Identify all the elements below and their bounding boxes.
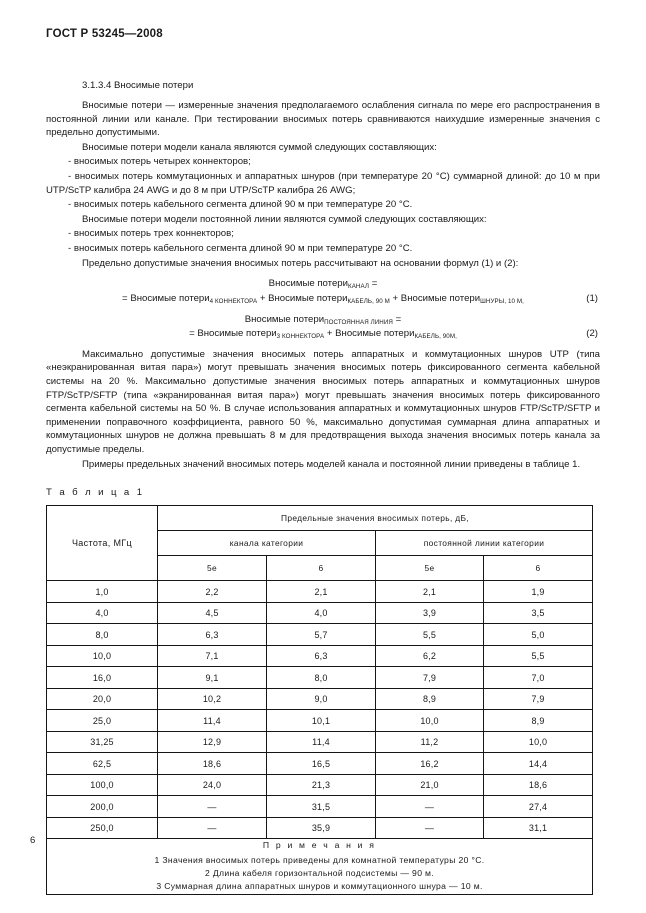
header-channel-cat5e: 5е: [158, 556, 267, 581]
header-channel-cat6: 6: [267, 556, 376, 581]
table-row: [47, 624, 593, 646]
table-body: [47, 581, 593, 894]
header-permanent-cat5e: 5е: [376, 556, 484, 581]
formula-2-l1-subscript: ПОСТОЯННАЯ ЛИНИЯ: [324, 319, 393, 327]
cell-frequency: 62,5: [47, 753, 158, 775]
formula-2-l1-equals: =: [392, 314, 402, 326]
formula-2-term-1: = Вносимые потери: [189, 328, 277, 340]
table-row: [47, 796, 593, 818]
cell-channel-5e: 11,4: [158, 710, 267, 732]
cell-permanent-6: 7,9: [484, 688, 593, 710]
cell-permanent-6: 1,9: [484, 581, 593, 603]
note-item-1: 1 Значения вносимых потерь приведены для комнатной температуры 20 °C.: [154, 854, 485, 865]
cell-frequency: 16,0: [47, 667, 158, 689]
note-item-3: 3 Суммарная длина аппаратных шнуров и коммутационного шнура — 10 м.: [156, 881, 483, 892]
cell-frequency: 25,0: [47, 710, 158, 732]
bullet-four-connectors: - вносимых потерь четырех коннекторов;: [68, 156, 251, 168]
formula-2-line-1: [46, 313, 600, 327]
cell-permanent-5e: —: [376, 796, 484, 818]
cell-permanent-6: 7,0: [484, 667, 593, 689]
cell-frequency: 31,25: [47, 731, 158, 753]
page-number: 6: [30, 835, 36, 846]
cell-permanent-6: 3,5: [484, 602, 593, 624]
cell-channel-5e: 18,6: [158, 753, 267, 775]
cell-channel-6: 16,5: [267, 753, 376, 775]
cell-frequency: 200,0: [47, 796, 158, 818]
formula-2-term-1-subscript: 3 КОННЕКТОРА: [276, 333, 325, 341]
paragraph-table-reference: Примеры предельных значений вносимых потерь моделей канала и постоянной линии приведены в таблице 1.: [82, 458, 581, 470]
cell-channel-6: 21,3: [267, 774, 376, 796]
cell-permanent-6: 5,5: [484, 645, 593, 667]
cell-permanent-6: 10,0: [484, 731, 593, 753]
cell-channel-5e: 6,3: [158, 624, 267, 646]
table-row: [47, 602, 593, 624]
cell-permanent-5e: 7,9: [376, 667, 484, 689]
formula-2-term-2-subscript: КАБЕЛЬ, 90М,: [414, 333, 457, 341]
cell-permanent-6: 8,9: [484, 710, 593, 732]
table-row: [47, 817, 593, 839]
cell-channel-6: 11,4: [267, 731, 376, 753]
cell-permanent-5e: 2,1: [376, 581, 484, 603]
header-permanent-cat6: 6: [484, 556, 593, 581]
formula-2-l1-base: Вносимые потери: [244, 314, 325, 326]
table-header: [47, 506, 593, 581]
header-frequency: Частота, МГц: [47, 506, 158, 581]
formula-1-term-2-subscript: КАБЕЛЬ, 90 М: [347, 297, 390, 305]
cell-channel-6: 2,1: [267, 581, 376, 603]
table-notes-row: [47, 839, 593, 894]
cell-permanent-5e: 16,2: [376, 753, 484, 775]
cell-permanent-5e: 21,0: [376, 774, 484, 796]
cell-channel-5e: 7,1: [158, 645, 267, 667]
formula-1-l1-base: Вносимые потери: [268, 278, 348, 290]
bullet-cable-segment-channel: - вносимых потерь кабельного сегмента длиной 90 м при температуре 20 °C.: [68, 199, 413, 211]
paragraph-channel-sum: Вносимые потери модели канала являются суммой следующих составляющих:: [82, 141, 437, 153]
paragraph-permanent-sum: Вносимые потери модели постоянной линии являются суммой следующих составляющих:: [82, 213, 487, 225]
notes-title: П р и м е ч а н и я: [262, 840, 377, 851]
cell-permanent-5e: 11,2: [376, 731, 484, 753]
cell-frequency: 100,0: [47, 774, 158, 796]
header-group-channel: канала категории: [158, 531, 376, 556]
formula-1-term-1-subscript: 4 КОННЕКТОРА: [209, 297, 258, 305]
formula-1-line-1: [46, 277, 600, 291]
table-row: [47, 581, 593, 603]
cell-channel-5e: 12,9: [158, 731, 267, 753]
cell-frequency: 1,0: [47, 581, 158, 603]
formula-1-l1-equals: =: [369, 278, 378, 290]
formula-1-l1-subscript: КАНАЛ: [348, 283, 370, 291]
bullet-cords: - вносимых потерь коммутационных и аппаратных шнуров (при температуре 20 °C) суммарной длиной: до 10 м при UTP/ScTP калибра 24 AWG и до 8 м при UTP/ScTP калибра 26 AWG;: [46, 170, 600, 196]
table-notes: [47, 839, 593, 894]
clause-heading: 3.1.3.4 Вносимые потери: [82, 80, 194, 91]
bullet-three-connectors: - вносимых потерь трех коннекторов;: [68, 228, 234, 240]
cell-permanent-5e: 5,5: [376, 624, 484, 646]
document-body: [46, 80, 600, 895]
cell-permanent-6: 31,1: [484, 817, 593, 839]
cell-channel-5e: 24,0: [158, 774, 267, 796]
cell-channel-5e: 9,1: [158, 667, 267, 689]
paragraph-formula-intro: Предельно допустимые значения вносимых потерь рассчитывают на основании формул (1) и (2):: [82, 257, 519, 269]
formula-2-number: (2): [586, 328, 598, 340]
formula-1-term-2: + Вносимые потери: [257, 292, 348, 304]
cell-permanent-5e: 3,9: [376, 602, 484, 624]
cell-frequency: 250,0: [47, 817, 158, 839]
cell-permanent-6: 18,6: [484, 774, 593, 796]
standard-header: ГОСТ Р 53245—2008: [46, 28, 163, 40]
table-caption: Т а б л и ц а 1: [46, 487, 145, 499]
cell-channel-6: 31,5: [267, 796, 376, 818]
table-header-row-1: [47, 506, 593, 531]
table-row: [47, 688, 593, 710]
cell-channel-5e: 2,2: [158, 581, 267, 603]
formula-2-term-2: + Вносимые потери: [324, 328, 415, 340]
cell-channel-6: 9,0: [267, 688, 376, 710]
formula-1-line-2: [46, 292, 600, 306]
paragraph-max-allowed: Максимально допустимые значения вносимых потерь аппаратных и коммутационных шнуров UTP (типа «неэкранированная витая пара») могут превышать значения вносимых потерь фиксированного сегмента кабельной системы на 20 %. Максимально допустимые значения вносимых потерь аппаратных и коммутационных шнуров FTP/ScTP/SFTP (типа «экранированная витая пара») могут превышать значения вносимых потерь фиксированного сегмента кабельной системы на 50 %. В случае использования аппаратных и коммутационных шнуров FTP/ScTP/SFTP и применении поправочного коэффициента, равного 50 %, максимально допустимая суммарная длина аппаратных и коммутационных шнуров не должна превышать 8 м для предотвращения выхода значения вносимых потерь канала за допустимые пределы.: [46, 348, 600, 456]
table-row: [47, 710, 593, 732]
cell-frequency: 20,0: [47, 688, 158, 710]
cell-frequency: 4,0: [47, 602, 158, 624]
formula-1-number: (1): [586, 292, 598, 304]
cell-permanent-6: 5,0: [484, 624, 593, 646]
cell-channel-5e: 10,2: [158, 688, 267, 710]
header-group-permanent-link: постоянной линии категории: [376, 531, 593, 556]
cell-frequency: 10,0: [47, 645, 158, 667]
cell-channel-6: 4,0: [267, 602, 376, 624]
formula-1-term-3-subscript: ШНУРЫ, 10 М,: [480, 297, 524, 305]
table-row: [47, 645, 593, 667]
cell-permanent-5e: —: [376, 817, 484, 839]
cell-permanent-5e: 6,2: [376, 645, 484, 667]
header-limit-values: Предельные значения вносимых потерь, дБ,: [158, 506, 593, 531]
cell-channel-6: 6,3: [267, 645, 376, 667]
paragraph-intro: Вносимые потери — измеренные значения предполагаемого ослабления сигнала по мере его распространения в постоянной линии или канале. При тестировании вносимых потерь сравниваются наихудшие измеренные значения с предельно допустимыми.: [46, 99, 600, 139]
cell-channel-6: 35,9: [267, 817, 376, 839]
formula-1-term-1: = Вносимые потери: [122, 292, 210, 304]
cell-channel-6: 8,0: [267, 667, 376, 689]
formula-2: [46, 313, 600, 342]
cell-channel-6: 10,1: [267, 710, 376, 732]
cell-channel-6: 5,7: [267, 624, 376, 646]
note-item-2: 2 Длина кабеля горизонтальной подсистемы — 90 м.: [204, 867, 435, 878]
bullet-cable-segment-permanent: - вносимых потерь кабельного сегмента длиной 90 м при температуре 20 °C.: [68, 243, 413, 255]
table-row: [47, 667, 593, 689]
insertion-loss-table: [46, 505, 593, 894]
cell-permanent-5e: 10,0: [376, 710, 484, 732]
cell-frequency: 8,0: [47, 624, 158, 646]
cell-channel-5e: —: [158, 796, 267, 818]
formula-1: [46, 277, 600, 306]
cell-permanent-6: 27,4: [484, 796, 593, 818]
table-row: [47, 774, 593, 796]
formula-1-term-3: + Вносимые потери: [389, 292, 481, 304]
cell-permanent-5e: 8,9: [376, 688, 484, 710]
cell-permanent-6: 14,4: [484, 753, 593, 775]
cell-channel-5e: —: [158, 817, 267, 839]
cell-channel-5e: 4,5: [158, 602, 267, 624]
formula-2-line-2: [46, 327, 600, 341]
table-row: [47, 731, 593, 753]
table-row: [47, 753, 593, 775]
